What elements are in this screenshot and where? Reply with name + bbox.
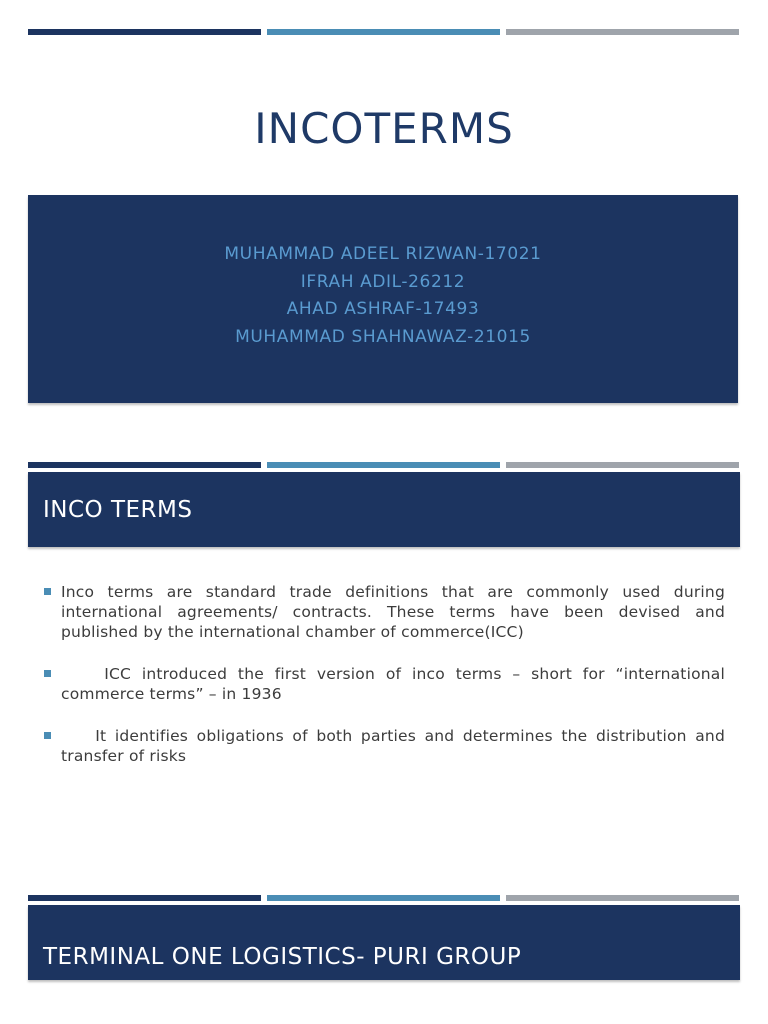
author-name: MUHAMMAD SHAHNAWAZ-21015 <box>235 326 531 347</box>
list-item <box>44 726 725 766</box>
accent-stripe-navy <box>28 462 261 468</box>
square-bullet-icon <box>44 588 51 595</box>
accent-stripe-blue <box>267 462 500 468</box>
author-name: MUHAMMAD ADEEL RIZWAN-17021 <box>224 244 542 264</box>
bullet-text: ICC introduced the first version of inco terms – short for “international commerce terms” – in 1936 <box>61 665 725 703</box>
accent-stripe-navy <box>28 29 261 35</box>
square-bullet-icon <box>44 732 51 739</box>
bullet-text: Inco terms are standard trade definitions that are commonly used during international agreements/ contracts. These terms have been devised and published by the international chamber of commerce(ICC) <box>61 583 725 641</box>
section-title: INCO TERMS <box>43 496 193 523</box>
slide-title: INCOTERMS <box>254 104 514 153</box>
section-header-bar <box>28 472 740 547</box>
section-header-bar <box>28 905 740 980</box>
authors-box <box>28 195 738 403</box>
author-name: IFRAH ADIL-26212 <box>300 271 466 292</box>
list-item <box>44 582 725 642</box>
accent-stripe-gray <box>506 462 739 468</box>
square-bullet-icon <box>44 670 51 677</box>
accent-stripe-gray <box>506 29 739 35</box>
bullet-list <box>44 582 725 766</box>
accent-stripe-blue <box>267 895 500 901</box>
accent-stripe-gray <box>506 895 739 901</box>
list-item <box>44 664 725 704</box>
accent-stripe-blue <box>267 29 500 35</box>
bullet-text: It identifies obligations of both parties and determines the distribution and transfer of risks <box>61 727 725 765</box>
accent-stripe-navy <box>28 895 261 901</box>
author-name: AHAD ASHRAF-17493 <box>286 299 480 319</box>
section-title: TERMINAL ONE LOGISTICS- PURI GROUP <box>43 944 522 970</box>
